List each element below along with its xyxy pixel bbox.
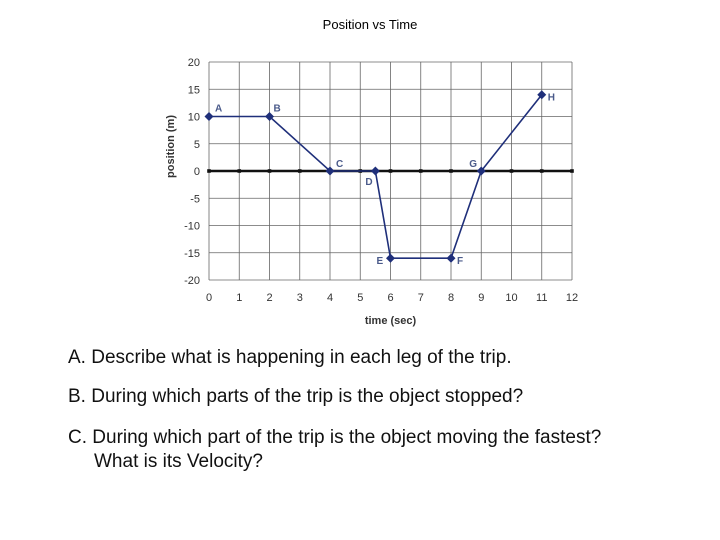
question-c-line-2: What is its Velocity? [94,450,263,472]
y-tick-label: 0 [193,166,200,178]
point-label-d: D [365,177,373,188]
point-label-f: F [457,256,464,268]
series-line [209,95,542,259]
y-tick-label: 20 [187,57,200,69]
zero-axis [207,169,574,173]
position-series [209,95,542,259]
y-tick-label: 15 [187,84,200,97]
question-b: B. During which parts of the trip is the object stopped? [68,386,524,407]
chart-title: Position vs Time [322,17,418,32]
y-tick-label: -15 [184,247,200,260]
question-c-line-1: C. During which part of the trip is the object moving the fastest? [68,427,602,448]
x-tick-label: 0 [205,292,213,304]
x-tick-label: 9 [478,292,485,304]
x-tick-label: 4 [326,292,334,304]
data-point-marker [447,254,456,263]
axis-tick-mark [570,169,574,173]
y-tick-label: 5 [193,138,200,151]
data-point-marker [371,167,380,176]
x-tick-label: 2 [266,292,273,304]
point-label-c: C [336,159,344,170]
y-tick-label: -10 [184,220,200,233]
axis-tick-mark [510,169,514,173]
axis-tick-mark [419,169,423,173]
x-axis-title: time (sec) [364,315,417,327]
x-tick-label: 11 [536,292,548,304]
point-label-g: G [469,159,478,170]
x-tick-label: 6 [387,292,394,304]
y-tick-label: -20 [184,275,200,287]
x-tick-label: 1 [236,292,243,304]
axis-tick-mark [449,169,453,173]
axis-tick-mark [237,169,241,173]
point-label-e: E [376,256,384,268]
question-c [68,426,601,474]
axis-tick-mark [268,169,272,173]
axis-tick-mark [540,169,544,173]
point-labels [215,93,555,268]
point-label-b: B [273,103,281,115]
point-label-h: H [547,92,555,104]
x-tick-label: 3 [296,292,303,304]
axis-tick-mark [207,169,211,173]
x-tick-label: 10 [505,292,518,304]
x-tick-label: 8 [447,292,455,304]
y-tick-label: 10 [187,111,200,124]
axis-tick-mark [298,169,302,173]
y-tick-labels [184,57,200,287]
x-tick-labels [206,292,578,304]
data-point-marker [205,112,214,121]
point-label-a: A [215,103,223,115]
x-tick-label: 7 [417,292,424,304]
axis-tick-mark [389,169,393,173]
data-point-marker [386,254,395,263]
x-tick-label: 12 [565,292,579,304]
y-tick-label: -5 [190,193,200,206]
x-tick-label: 5 [357,292,364,304]
question-a: A. Describe what is happening in each leg of the trip. [68,347,512,368]
y-axis-title: position (m) [165,115,177,178]
